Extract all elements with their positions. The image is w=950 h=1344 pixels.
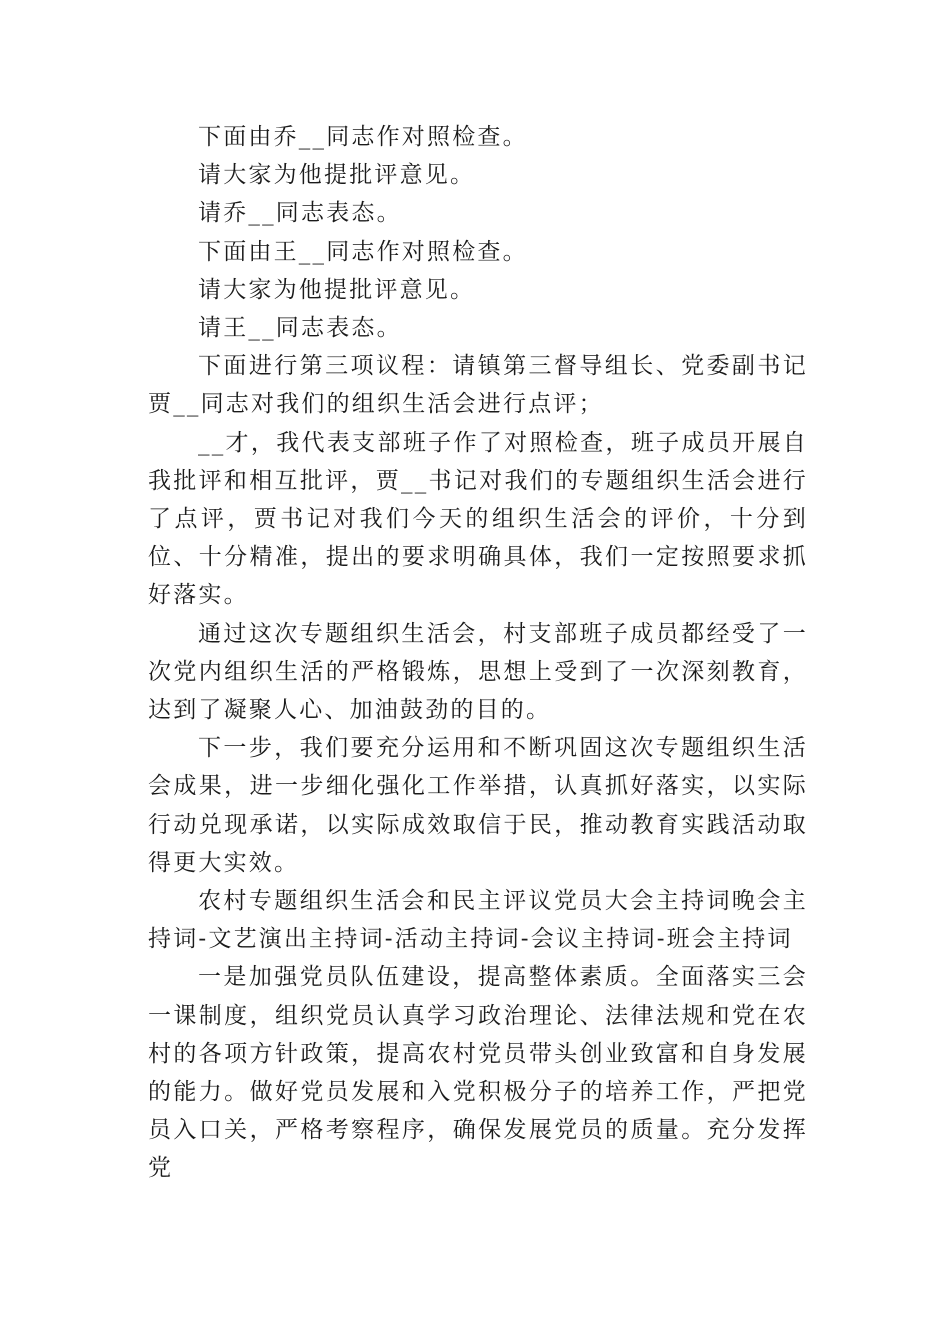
paragraph: 请大家为他提批评意见。 xyxy=(198,162,476,189)
paragraph: 请乔__同志表态。 xyxy=(198,200,402,227)
paragraph: 请王__同志表态。 xyxy=(198,315,402,342)
paragraph: 一是加强党员队伍建设，提高整体素质。全面落实三会一课制度，组织党员认真学习政治理论、法律法规和党在农村的各项方针政策，提高农村党员带头创业致富和自身发展的能力。做好党员发展和入党积极分子的培养工作，严把党员入口关，严格考察程序，确保发展党员的质量。充分发挥党 xyxy=(148,964,808,1182)
paragraph: __才，我代表支部班子作了对照检查，班子成员开展自我批评和相互批评，贾__书记对我们的专题组织生活会进行了点评，贾书记对我们今天的组织生活会的评价，十分到位、十分精准，提出的要求明确具体，我们一定按照要求抓好落实。 xyxy=(148,429,808,609)
paragraph: 下面进行第三项议程：请镇第三督导组长、党委副书记贾__同志对我们的组织生活会进行点评； xyxy=(148,353,808,418)
paragraph: 下面由乔__同志作对照检查。 xyxy=(198,124,528,150)
paragraph: 农村专题组织生活会和民主评议党员大会主持词晚会主持词-文艺演出主持词-活动主持词-会议主持词-班会主持词 xyxy=(148,888,808,953)
document-body xyxy=(148,118,808,1188)
paragraph: 下一步，我们要充分运用和不断巩固这次专题组织生活会成果，进一步细化强化工作举措，认真抓好落实，以实际行动兑现承诺，以实际成效取信于民，推动教育实践活动取得更大实效。 xyxy=(148,735,808,876)
paragraph: 下面由王__同志作对照检查。 xyxy=(198,238,528,265)
paragraph: 请大家为他提批评意见。 xyxy=(198,276,476,303)
paragraph: 通过这次专题组织生活会，村支部班子成员都经受了一次党内组织生活的严格锻炼，思想上受到了一次深刻教育，达到了凝聚人心、加油鼓劲的目的。 xyxy=(148,620,808,724)
